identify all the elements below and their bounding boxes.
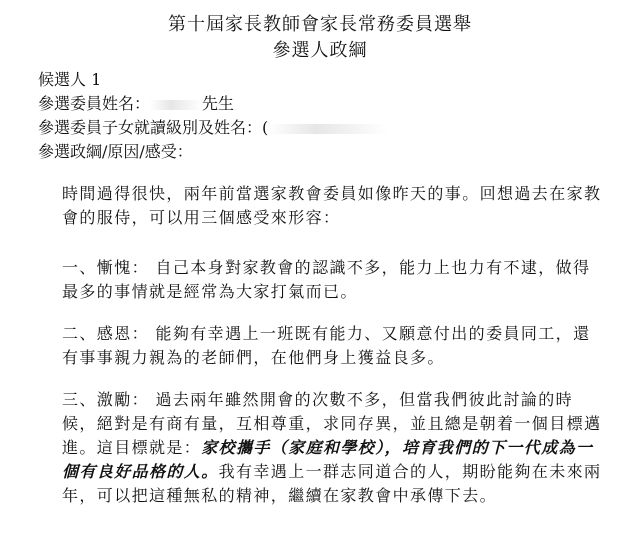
point-two-paragraph: 二、感恩： 能夠有幸遇上一班既有能力、又願意付出的委員同工，還有事事親力親為的老師們，在他們身上獲益良多。 — [62, 324, 591, 367]
point-one-paragraph: 一、慚愧： 自己本身對家教會的認識不多，能力上也力有不逮，做得最多的事情就是經常為大家打氣而已。 — [62, 258, 591, 301]
document-subtitle: 參選人政綱 — [272, 40, 368, 61]
redacted-child-info — [268, 124, 388, 134]
point-three-text-a: 三、激勵： 過去兩年雖然開會的次數不多，但當我們彼此討論的時候，絕對是有商有量，互相尊重，求同存異，並且總是朝着一個目標邁進。這目標就是： — [62, 390, 602, 457]
child-label: 參選委員子女就讀級別及姓名： — [38, 118, 263, 137]
intro-paragraph: 時間過得很快，兩年前當選家教會委員如像昨天的事。回想過去在家教會的服侍，可以用三個感受來形容： — [62, 184, 602, 227]
platform-label: 參選政綱/原因/感受： — [38, 142, 193, 161]
name-label: 參選委員姓名： — [38, 94, 151, 113]
name-suffix: 先生 — [202, 94, 235, 113]
candidate-name-line — [38, 94, 234, 114]
child-partial: ( — [262, 118, 269, 137]
point-three-text-b: 我有幸遇上一群志同道合的人，期盼能夠在未來兩年，可以把這種無私的精神，繼續在家教會中承傳下去。 — [62, 462, 602, 505]
candidate-number: 候選人 1 — [38, 70, 102, 89]
point-three-paragraph — [62, 388, 602, 508]
child-info-line — [38, 118, 388, 138]
redacted-name — [150, 100, 202, 110]
document-title: 第十屆家長教師會家長常務委員選舉 — [168, 14, 472, 35]
point-three-emphasis: 家校攜手（家庭和學校），培育我們的下一代成為一個有良好品格的人。 — [62, 438, 594, 481]
